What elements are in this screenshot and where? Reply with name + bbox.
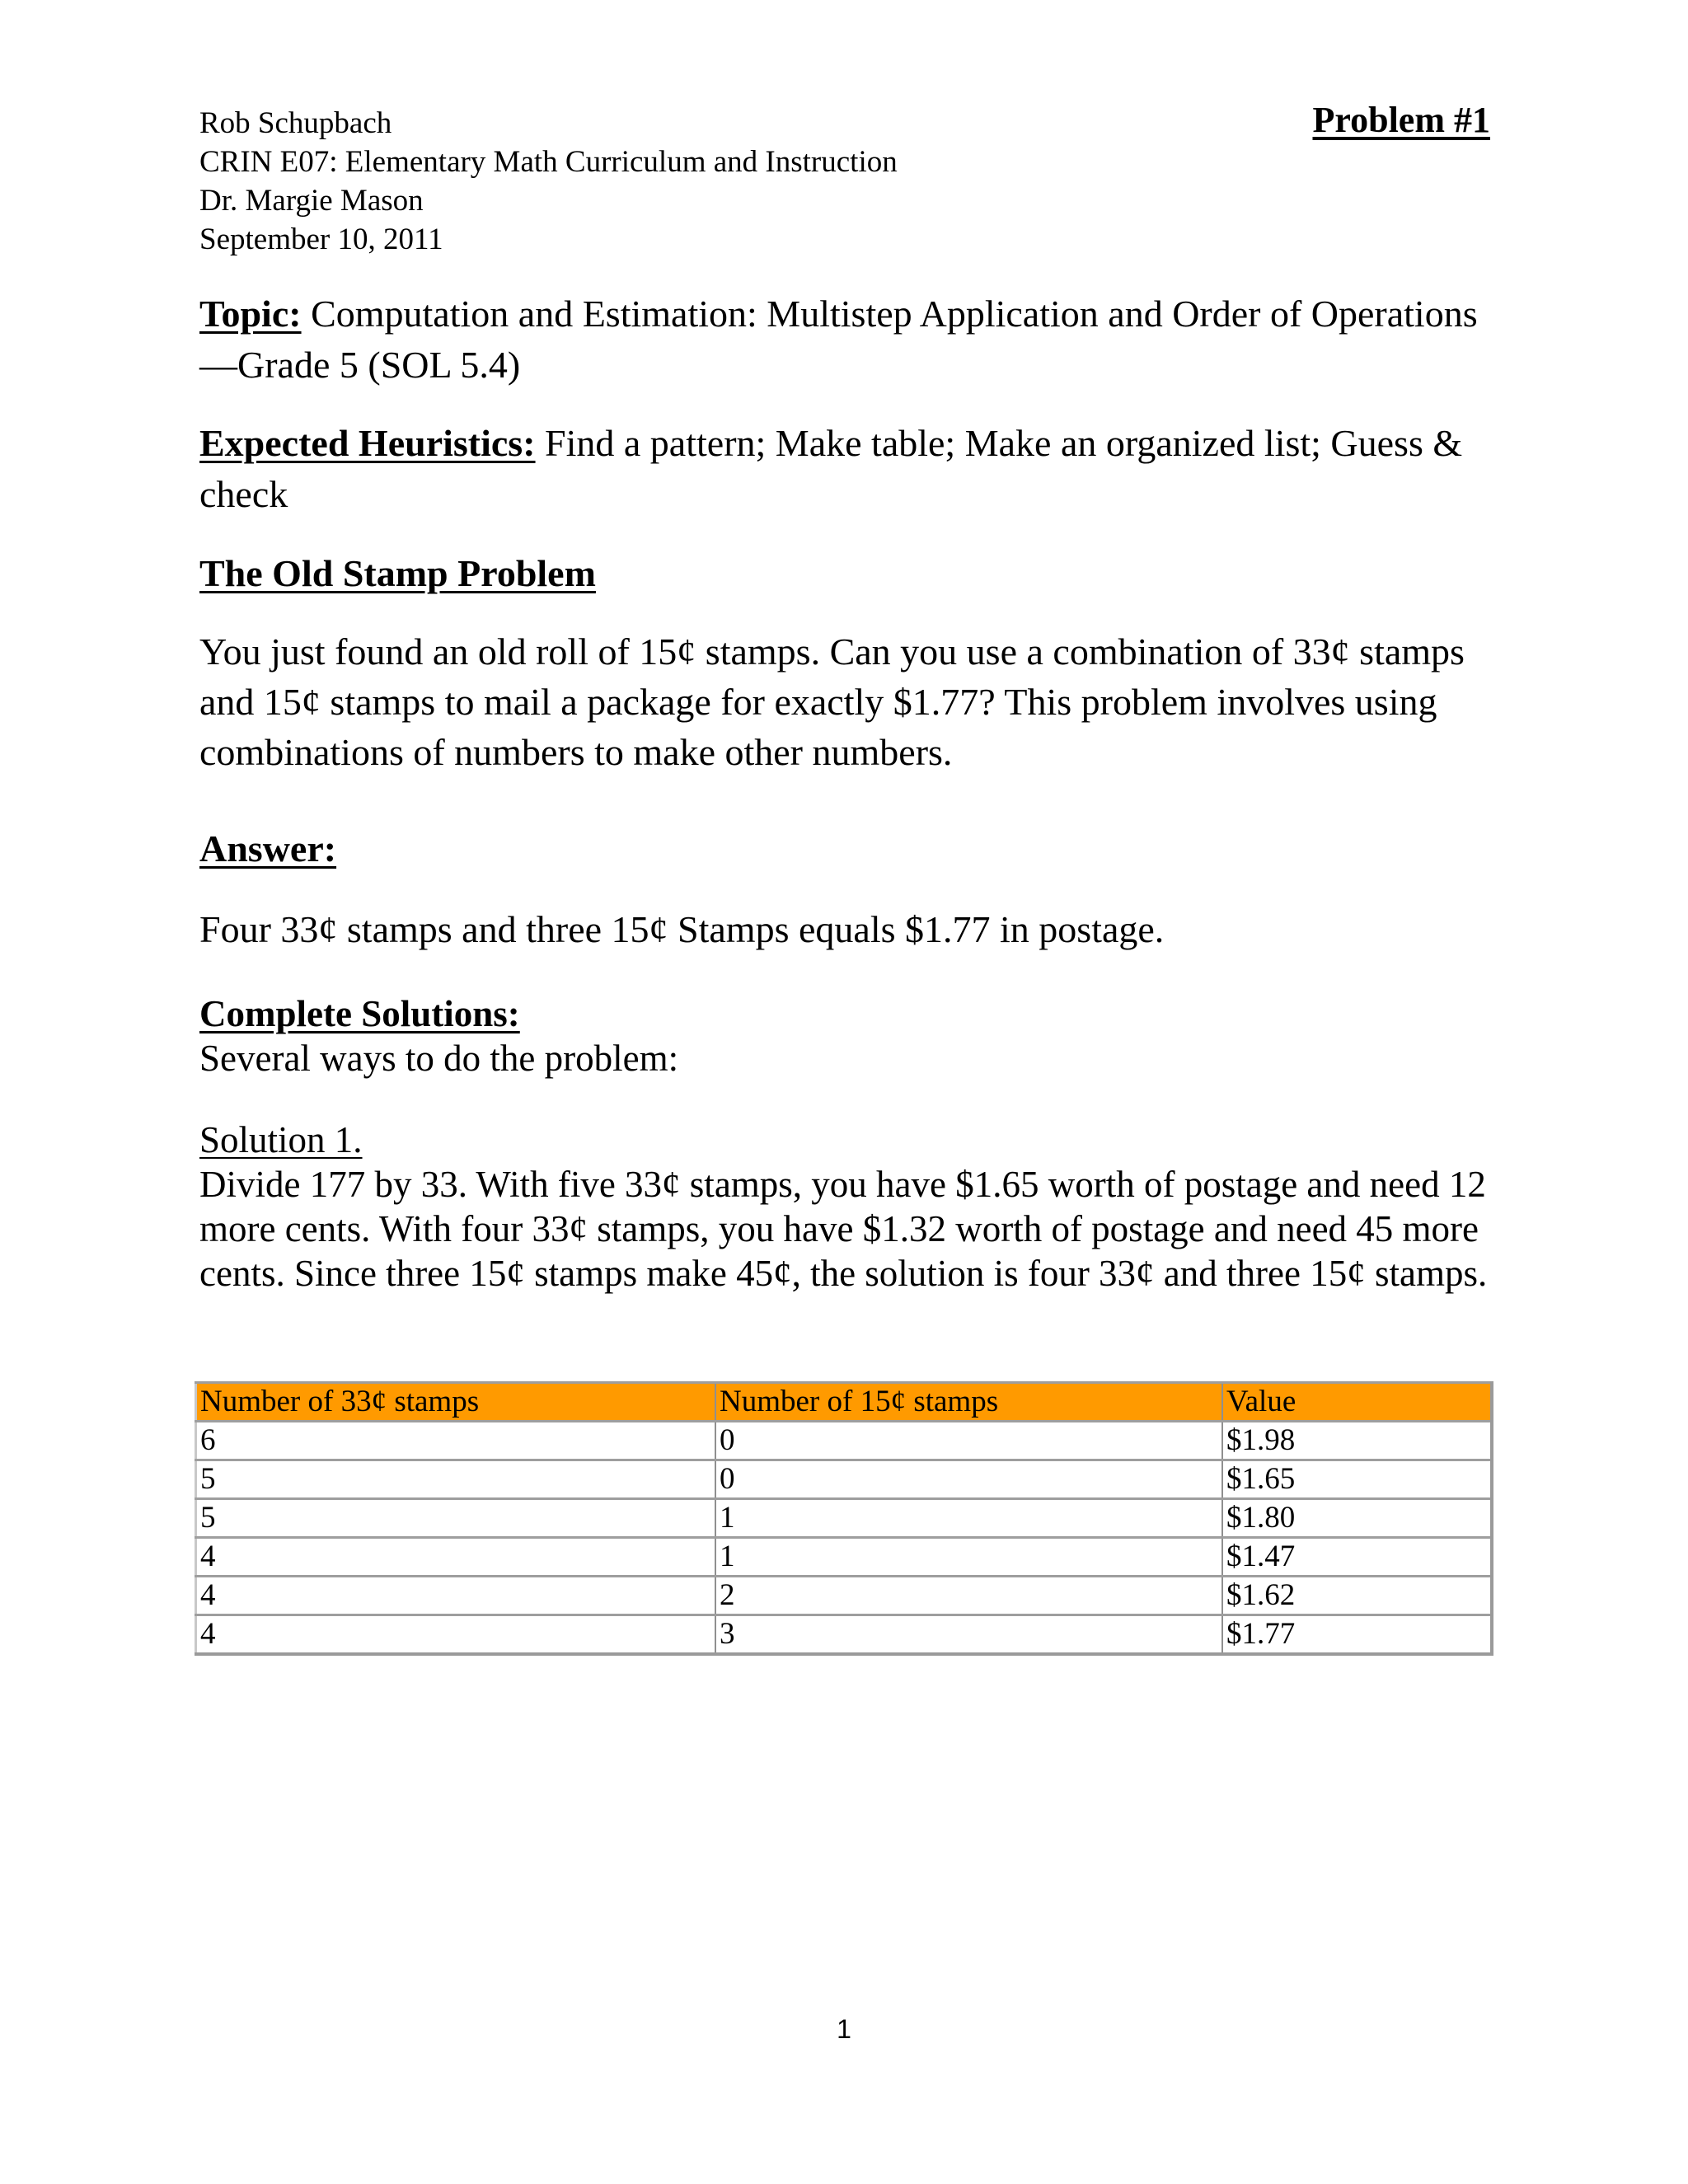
column-header-15-stamps: Number of 15¢ stamps [715,1383,1222,1422]
cell-33-count: 4 [196,1538,716,1577]
page-number: 1 [837,2014,851,2044]
table-header-row [196,1383,1493,1422]
cell-15-count: 1 [715,1538,1222,1577]
heuristics-section [199,418,1493,520]
problem-number: Problem #1 [1312,100,1490,140]
cell-33-count: 4 [196,1577,716,1615]
solution-1-text: Divide 177 by 33. With five 33¢ stamps, you have $1.65 worth of postage and need 12 more cents. With four 33¢ stamps, you have $1.32 worth of postage and need 45 more cents. Since three 15¢ stamps make 45¢, the solution is four 33¢ and three 15¢ stamps. [199,1164,1488,1294]
table-row [196,1538,1493,1577]
table-row [196,1460,1493,1499]
problem-title: The Old Stamp Problem [199,552,596,594]
solution-1-block [199,1118,1493,1296]
topic-text: Computation and Estimation: Multistep Application and Order of Operations—Grade 5 (SOL 5.4) [199,293,1478,386]
table-row [196,1499,1493,1538]
cell-value: $1.77 [1222,1615,1492,1655]
cell-15-count: 3 [715,1615,1222,1655]
cell-value: $1.47 [1222,1538,1492,1577]
answer-label: Answer: [199,827,337,869]
problem-statement: You just found an old roll of 15¢ stamps. Can you use a combination of 33¢ stamps and 15¢ stamps to mail a package for exactly $1.77? This problem involves using combinations of numbers to make other numbers. [199,630,1465,773]
complete-solutions-label: Complete Solutions: [199,993,520,1034]
cell-value: $1.98 [1222,1422,1492,1460]
cell-15-count: 0 [715,1460,1222,1499]
document-date: September 10, 2011 [199,223,443,256]
cell-33-count: 4 [196,1615,716,1655]
table-row [196,1422,1493,1460]
cell-33-count: 5 [196,1499,716,1538]
stamp-combinations-table [195,1381,1493,1656]
topic-label: Topic: [199,293,302,335]
topic-section [199,288,1493,391]
solutions-heading-block [199,991,1493,1080]
header-block [199,104,898,259]
cell-value: $1.80 [1222,1499,1492,1538]
instructor-name: Dr. Margie Mason [199,184,424,218]
cell-value: $1.62 [1222,1577,1492,1615]
answer-heading [199,823,1493,874]
cell-15-count: 0 [715,1422,1222,1460]
table-row [196,1577,1493,1615]
answer-text: Four 33¢ stamps and three 15¢ Stamps equals $1.77 in postage. [199,908,1165,950]
cell-33-count: 6 [196,1422,716,1460]
solution-1-label: Solution 1. [199,1119,363,1160]
heuristics-text: Find a pattern; Make table; Make an organized list; Guess & check [199,422,1463,515]
heuristics-label: Expected Heuristics: [199,422,536,464]
table-row [196,1615,1493,1655]
column-header-value: Value [1222,1383,1492,1422]
cell-value: $1.65 [1222,1460,1492,1499]
problem-title-section [199,548,1493,599]
course-title: CRIN E07: Elementary Math Curriculum and Instruction [199,145,898,179]
solutions-intro: Several ways to do the problem: [199,1038,679,1079]
column-header-33-stamps: Number of 33¢ stamps [196,1383,716,1422]
cell-15-count: 2 [715,1577,1222,1615]
cell-15-count: 1 [715,1499,1222,1538]
author-name: Rob Schupbach [199,106,392,140]
cell-33-count: 5 [196,1460,716,1499]
